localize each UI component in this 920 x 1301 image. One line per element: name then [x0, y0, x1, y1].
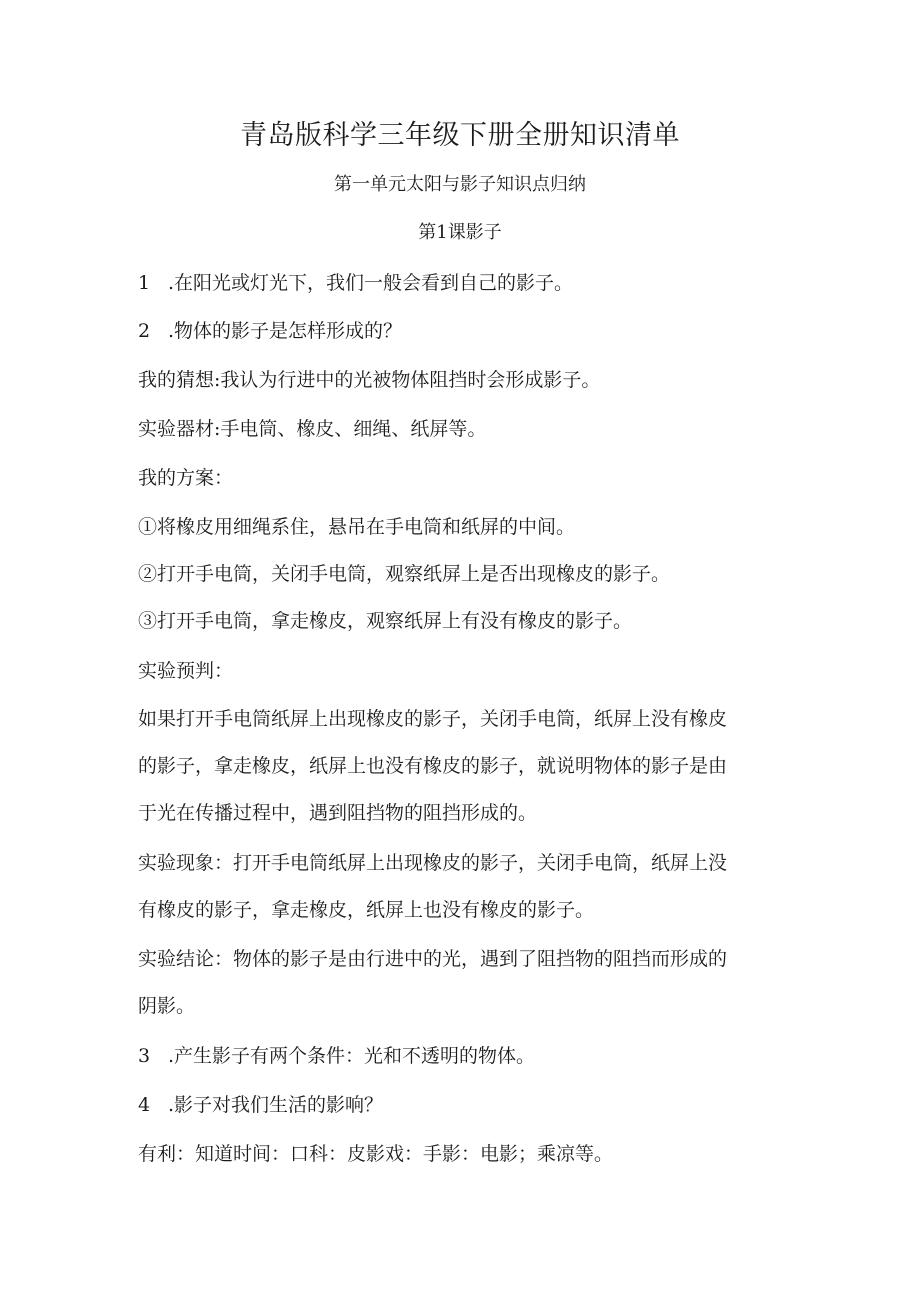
list-item-2	[138, 316, 788, 346]
paragraph-line: ②打开手电筒，关闭手电筒，观察纸屏上是否出现橡皮的影子。	[138, 563, 671, 585]
item-number: 1	[138, 272, 151, 294]
paragraph-line: 实验预判：	[138, 660, 234, 682]
paragraph-line: 有橡皮的影子，拿走橡皮，纸屏上也没有橡皮的影子。	[138, 899, 595, 921]
paragraph-line: 的影子，拿走橡皮，纸屏上也没有橡皮的影子，就说明物体的影子是由	[138, 755, 728, 777]
item-text: .影子对我们生活的影响？	[168, 1094, 384, 1116]
lesson-heading: 第1课影子	[418, 222, 502, 243]
paragraph-line: ①将橡皮用细绳系住，悬吊在手电筒和纸屏的中间。	[138, 516, 576, 538]
item-text: .产生影子有两个条件：光和不透明的物体。	[168, 1045, 536, 1067]
document-title: 青岛版科学三年级下册全册知识清单	[240, 120, 680, 151]
item-number: 3	[138, 1045, 151, 1067]
item-number: 4	[138, 1094, 151, 1116]
list-item-4	[138, 1090, 788, 1120]
list-item-3	[138, 1041, 788, 1071]
unit-heading: 第一单元太阳与影子知识点归纳	[334, 174, 586, 195]
paragraph-line: ③打开手电筒，拿走橡皮，观察纸屏上有没有橡皮的影子。	[138, 610, 633, 632]
paragraph-line: 实验现象：打开手电筒纸屏上出现橡皮的影子，关闭手电筒，纸屏上没	[138, 852, 728, 874]
paragraph-line: 阴影。	[138, 995, 196, 1017]
paragraph-line: 实验器材:手电筒、橡皮、细绳、纸屏等。	[138, 418, 487, 440]
paragraph-line: 我的方案：	[138, 467, 234, 489]
paragraph-line: 我的猜想:我认为行进中的光被物体阻挡时会形成影子。	[138, 369, 601, 391]
paragraph-line: 实验结论：物体的影子是由行进中的光，遇到了阻挡物的阻挡而形成的	[138, 948, 728, 970]
item-number: 2	[138, 320, 151, 342]
paragraph-line: 有利：知道时间：口科：皮影戏：手影：电影；乘凉等。	[138, 1143, 614, 1165]
item-text: .在阳光或灯光下，我们一般会看到自己的影子。	[168, 272, 574, 294]
paragraph-line: 于光在传播过程中，遇到阻挡物的阻挡形成的。	[138, 802, 538, 824]
list-item-1	[138, 268, 788, 298]
paragraph-line: 如果打开手电筒纸屏上出现橡皮的影子，关闭手电筒，纸屏上没有橡皮	[138, 708, 728, 730]
item-text: .物体的影子是怎样形成的？	[168, 320, 403, 342]
